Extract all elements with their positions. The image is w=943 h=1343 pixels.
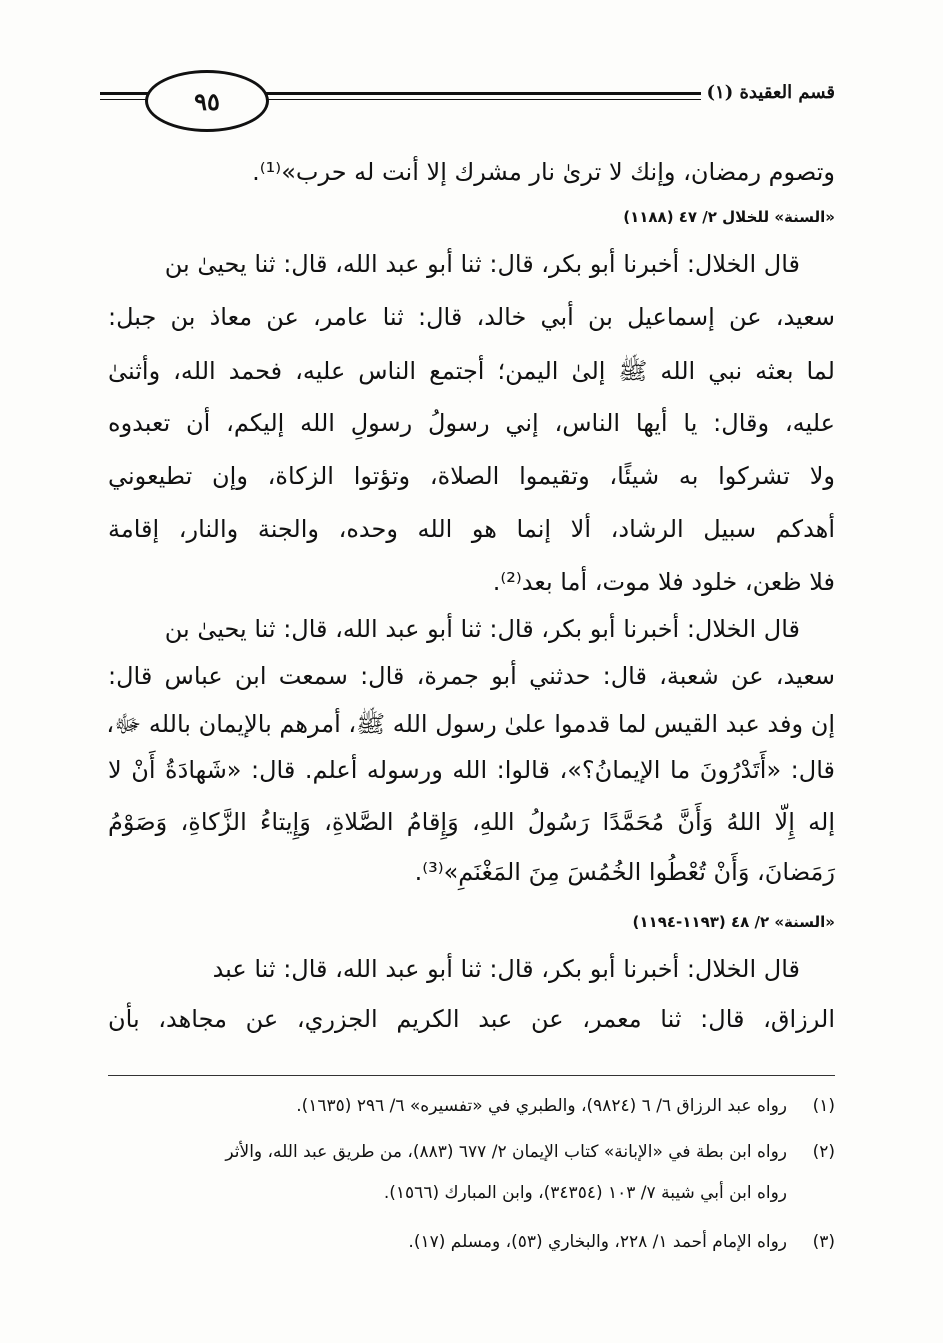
paragraph-3-line: رَمَضانَ، وَأَنْ تُعْطُوا الخُمُسَ مِنَ المَغْنَمِ»⁽³⁾. (414, 858, 835, 886)
text-line-1: وتصوم رمضان، وإنك لا ترىٰ نار مشرك إلا أنت له حرب»⁽¹⁾. (252, 158, 835, 186)
paragraph-4-line: الرزاق، قال: ثنا معمر، عن عبد الكريم الجزري، عن مجاهد، بأن (108, 1005, 835, 1033)
paragraph-2-line: قال الخلال: أخبرنا أبو بكر، قال: ثنا أبو عبد الله، قال: ثنا يحيىٰ بن (164, 250, 800, 278)
footnote-3 (408, 1232, 835, 1252)
footnote-number: (١) (812, 1096, 835, 1116)
paragraph-3-line: إن وفد عبد القيس لما قدموا علىٰ رسول الله ﷺ، أمرهم بالإيمان بالله ﷻ، (106, 710, 835, 738)
footnote-separator (108, 1075, 835, 1076)
paragraph-3-line: قال الخلال: أخبرنا أبو بكر، قال: ثنا أبو عبد الله، قال: ثنا يحيىٰ بن (164, 615, 800, 643)
footnote-number: (٣) (812, 1232, 835, 1252)
footnote-text: رواه ابن بطة في «الإبانة» كتاب الإيمان ٢/ ٦٧٧ (٨٨٣)، من طريق عبد الله، والأثر (225, 1142, 787, 1162)
footnote-2-continuation: رواه ابن أبي شيبة ٧/ ١٠٣ (٣٤٣٥٤)، وابن المبارك (١٥٦٦). (383, 1183, 787, 1203)
paragraph-3-line: إله إِلّا اللهُ وَأَنَّ مُحَمَّدًا رَسُولُ اللهِ، وَإِقامُ الصَّلاةِ، وَإِيتاءُ الزَّكاةِ، وَصَوْمُ (108, 808, 835, 836)
paragraph-2-line: سعيد، عن إسماعيل بن أبي خالد، قال: ثنا عامر، عن معاذ بن جبل: (108, 303, 835, 331)
citation-2: «السنة» ٢/ ٤٨ (١١٩٣-١١٩٤) (632, 913, 835, 931)
section-title: قسم العقيدة (١) (701, 82, 835, 103)
footnote-text: رواه الإمام أحمد ١/ ٢٢٨، والبخاري (٥٣)، ومسلم (١٧). (408, 1232, 787, 1252)
paragraph-4-line: قال الخلال: أخبرنا أبو بكر، قال: ثنا أبو عبد الله، قال: ثنا عبد (212, 955, 800, 983)
footnote-2 (225, 1142, 835, 1162)
citation-1: «السنة» للخلال ٢/ ٤٧ (١١٨٨) (623, 208, 835, 226)
paragraph-3-line: سعيد، عن شعبة، قال: حدثني أبو جمرة، قال: سمعت ابن عباس قال: (108, 662, 835, 690)
footnote-number: (٢) (812, 1142, 835, 1162)
paragraph-3-line: قال: «أَتَدْرُونَ ما الإيمانُ؟»، قالوا: الله ورسوله أعلم. قال: «شَهادَةُ أَنْ لا (108, 756, 835, 784)
page-number: ٩٥ (145, 70, 269, 132)
paragraph-2-line: ولا تشركوا به شيئًا، وتقيموا الصلاة، وتؤتوا الزكاة، وإن تطيعوني (108, 462, 835, 490)
paragraph-2-line: أهدكم سبيل الرشاد، ألا إنما هو الله وحده، والجنة والنار، إقامة (108, 515, 835, 543)
running-header (100, 68, 835, 138)
paragraph-2-line: فلا ظعن، خلود فلا موت، أما بعد⁽²⁾. (492, 568, 835, 596)
footnote-text: رواه عبد الرزاق ٦/ ٦ (٩٨٢٤)، والطبري في «تفسيره» ٦/ ٢٩٦ (١٦٣٥). (296, 1096, 787, 1116)
footnote-1 (296, 1096, 835, 1116)
paragraph-2-line: عليه، وقال: يا أيها الناس، إني رسولُ رسولِ الله إليكم، أن تعبدوه (108, 409, 835, 437)
paragraph-2-line: لما بعثه نبي الله ﷺ إلىٰ اليمن؛ أجتمع الناس عليه، فحمد الله، وأثنىٰ (108, 357, 835, 385)
